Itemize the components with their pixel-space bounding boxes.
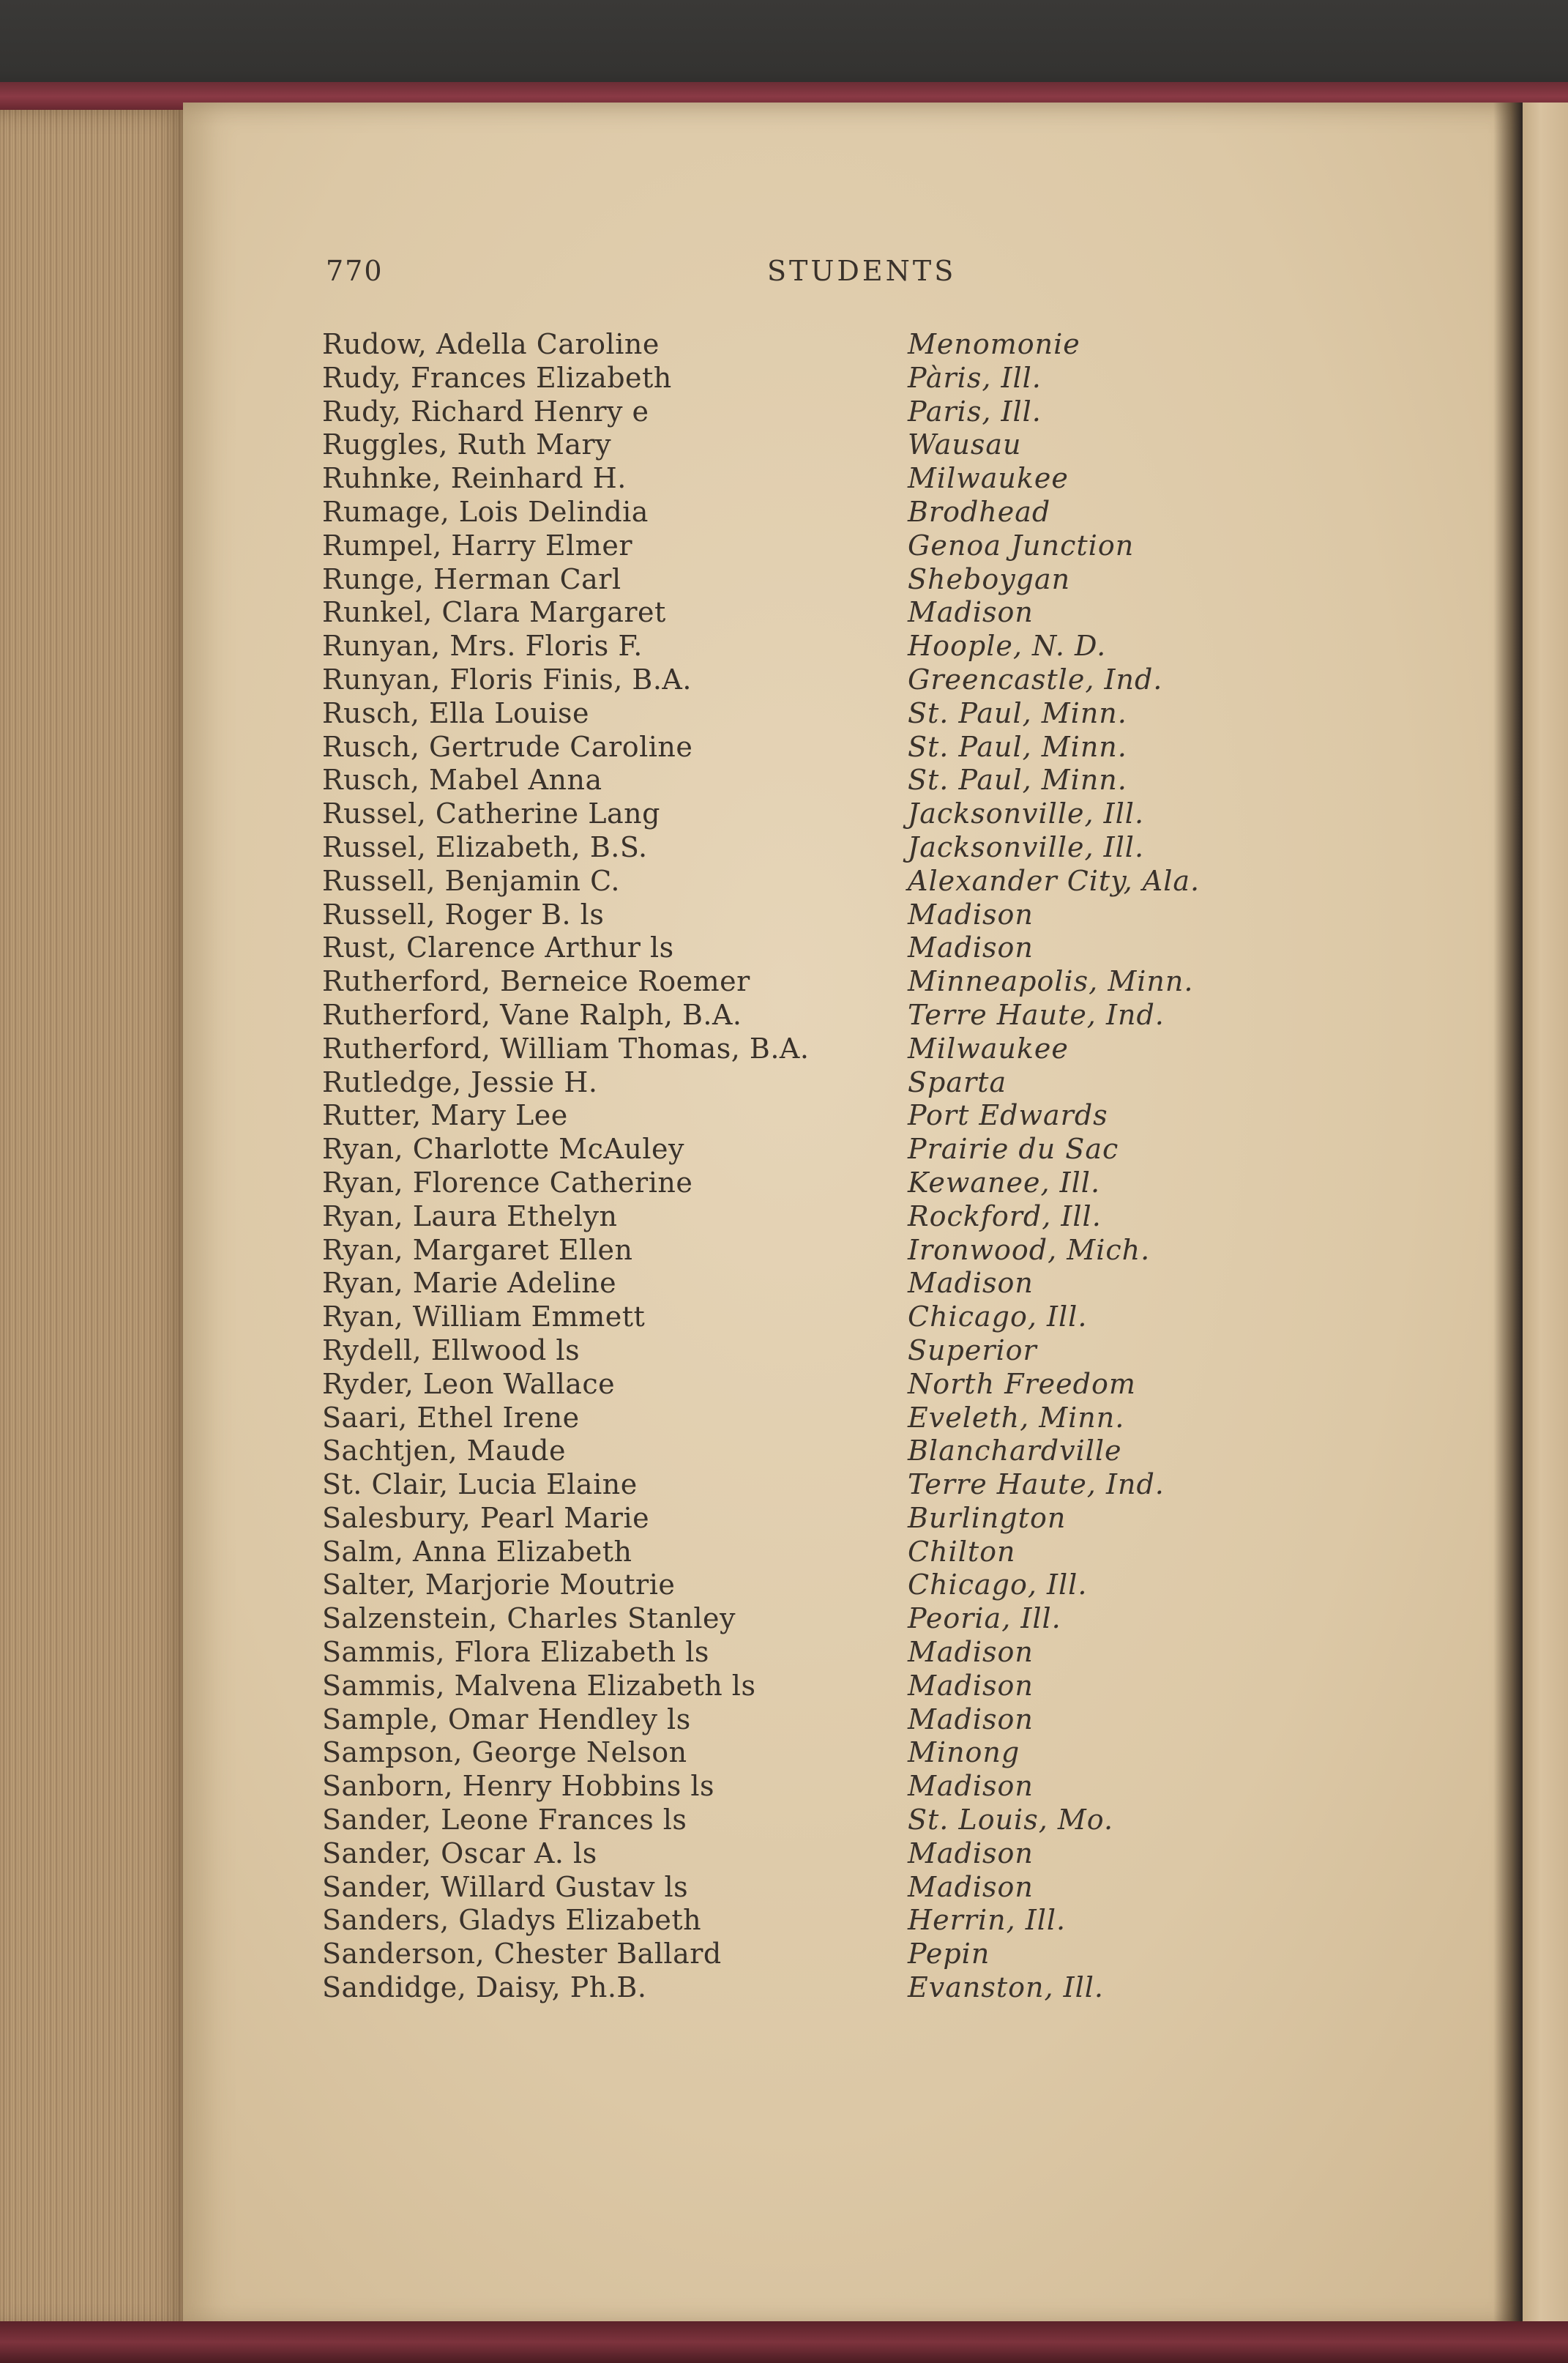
student-hometown: Rockford, Ill. bbox=[908, 1199, 1102, 1232]
student-hometown: Jacksonville, Ill. bbox=[908, 830, 1145, 863]
page-number: 770 bbox=[326, 255, 384, 287]
list-item bbox=[322, 1736, 1420, 1770]
student-hometown: Chicago, Ill. bbox=[908, 1568, 1088, 1601]
list-item bbox=[322, 931, 1420, 965]
student-name: Runge, Herman Carl bbox=[322, 562, 621, 595]
student-name: Rusch, Gertrude Caroline bbox=[322, 730, 693, 763]
book-gutter bbox=[1493, 103, 1523, 2329]
student-name: Rumage, Lois Delindia bbox=[322, 495, 649, 528]
student-name: Rutherford, Vane Ralph, B.A. bbox=[322, 998, 742, 1031]
list-item bbox=[322, 1871, 1420, 1905]
student-name: Rutherford, Berneice Roemer bbox=[322, 965, 750, 998]
student-hometown: Terre Haute, Ind. bbox=[908, 1468, 1165, 1501]
list-item bbox=[322, 1334, 1420, 1368]
list-item bbox=[322, 563, 1420, 597]
student-name: Rudy, Frances Elizabeth bbox=[322, 361, 672, 394]
student-hometown: Chicago, Ill. bbox=[908, 1300, 1088, 1333]
student-name: Runkel, Clara Margaret bbox=[322, 596, 666, 629]
student-hometown: Genoa Junction bbox=[908, 529, 1135, 562]
student-name: Salesbury, Pearl Marie bbox=[322, 1501, 650, 1534]
list-item bbox=[322, 496, 1420, 529]
student-name: Ryan, Charlotte McAuley bbox=[322, 1133, 684, 1166]
student-name: Salter, Marjorie Moutrie bbox=[322, 1568, 676, 1601]
student-hometown: Port Edwards bbox=[908, 1099, 1108, 1132]
list-item bbox=[322, 1434, 1420, 1468]
student-name: Salzenstein, Charles Stanley bbox=[322, 1602, 736, 1635]
student-name: Rudow, Adella Caroline bbox=[322, 328, 660, 360]
student-hometown: Madison bbox=[908, 1870, 1034, 1903]
student-hometown: Brodhead bbox=[908, 495, 1051, 528]
list-item bbox=[322, 362, 1420, 395]
student-name: Ryan, Laura Ethelyn bbox=[322, 1199, 618, 1232]
list-item bbox=[322, 1502, 1420, 1536]
student-hometown: Terre Haute, Ind. bbox=[908, 998, 1165, 1031]
list-item bbox=[322, 1368, 1420, 1402]
student-name: Russel, Elizabeth, B.S. bbox=[322, 830, 648, 863]
student-name: Ruhnke, Reinhard H. bbox=[322, 462, 627, 495]
student-hometown: Evanston, Ill. bbox=[908, 1971, 1105, 2004]
list-item bbox=[322, 697, 1420, 731]
list-item bbox=[322, 1837, 1420, 1871]
student-hometown: Madison bbox=[908, 1837, 1034, 1869]
student-name: Ryan, Marie Adeline bbox=[322, 1267, 617, 1300]
list-item bbox=[322, 428, 1420, 462]
student-hometown: Minong bbox=[908, 1736, 1020, 1769]
student-list bbox=[322, 328, 1420, 2005]
student-hometown: Jacksonville, Ill. bbox=[908, 797, 1145, 830]
student-hometown: Minneapolis, Minn. bbox=[908, 965, 1194, 998]
student-name: Sandidge, Daisy, Ph.B. bbox=[322, 1971, 647, 2004]
list-item bbox=[322, 1703, 1420, 1737]
student-name: Rutledge, Jessie H. bbox=[322, 1065, 598, 1098]
list-item bbox=[322, 1804, 1420, 1837]
student-name: Rutter, Mary Lee bbox=[322, 1099, 568, 1132]
student-name: Rudy, Richard Henry e bbox=[322, 395, 649, 428]
student-hometown: Peoria, Ill. bbox=[908, 1602, 1061, 1635]
student-name: Sanborn, Henry Hobbins ls bbox=[322, 1770, 715, 1803]
student-name: Rusch, Mabel Anna bbox=[322, 764, 602, 797]
list-item bbox=[322, 831, 1420, 865]
list-item bbox=[322, 865, 1420, 898]
list-item bbox=[322, 1300, 1420, 1334]
student-hometown: Ironwood, Mich. bbox=[908, 1233, 1151, 1266]
facing-page-edge bbox=[1523, 103, 1568, 2329]
list-item bbox=[322, 1602, 1420, 1636]
list-item bbox=[322, 1770, 1420, 1804]
student-name: St. Clair, Lucia Elaine bbox=[322, 1468, 638, 1501]
student-hometown: Madison bbox=[908, 898, 1034, 931]
list-item bbox=[322, 1536, 1420, 1569]
student-hometown: Milwaukee bbox=[908, 1032, 1069, 1065]
student-name: Russel, Catherine Lang bbox=[322, 797, 660, 830]
student-hometown: Hoople, N. D. bbox=[908, 630, 1107, 663]
student-name: Salm, Anna Elizabeth bbox=[322, 1535, 632, 1568]
student-hometown: St. Louis, Mo. bbox=[908, 1804, 1114, 1837]
student-name: Ryan, Margaret Ellen bbox=[322, 1233, 633, 1266]
student-name: Rutherford, William Thomas, B.A. bbox=[322, 1032, 810, 1065]
student-name: Sander, Willard Gustav ls bbox=[322, 1870, 689, 1903]
student-hometown: Menomonie bbox=[908, 328, 1080, 360]
list-item bbox=[322, 1166, 1420, 1200]
student-name: Ruggles, Ruth Mary bbox=[322, 428, 612, 461]
page-edges bbox=[0, 110, 190, 2329]
student-name: Sander, Leone Frances ls bbox=[322, 1804, 687, 1837]
list-item bbox=[322, 1468, 1420, 1502]
student-hometown: St. Paul, Minn. bbox=[908, 730, 1127, 763]
student-name: Ryan, Florence Catherine bbox=[322, 1166, 693, 1199]
student-name: Sammis, Flora Elizabeth ls bbox=[322, 1636, 709, 1669]
running-head: STUDENTS bbox=[767, 255, 957, 287]
student-name: Sander, Oscar A. ls bbox=[322, 1837, 597, 1869]
list-item bbox=[322, 898, 1420, 932]
student-hometown: Madison bbox=[908, 596, 1034, 629]
student-name: Rusch, Ella Louise bbox=[322, 696, 590, 729]
student-name: Sammis, Malvena Elizabeth ls bbox=[322, 1669, 756, 1702]
list-item bbox=[322, 1670, 1420, 1703]
list-item bbox=[322, 797, 1420, 831]
student-hometown: Prairie du Sac bbox=[908, 1133, 1119, 1166]
student-name: Rust, Clarence Arthur ls bbox=[322, 931, 674, 964]
list-item bbox=[322, 1971, 1420, 2005]
student-hometown: Superior bbox=[908, 1333, 1037, 1366]
student-name: Sanderson, Chester Ballard bbox=[322, 1938, 722, 1971]
list-item bbox=[322, 1938, 1420, 1971]
student-hometown: Herrin, Ill. bbox=[908, 1904, 1067, 1937]
list-item bbox=[322, 1267, 1420, 1300]
student-hometown: Madison bbox=[908, 1636, 1034, 1669]
student-hometown: Greencastle, Ind. bbox=[908, 663, 1163, 696]
student-name: Sanders, Gladys Elizabeth bbox=[322, 1904, 702, 1937]
student-name: Sampson, George Nelson bbox=[322, 1736, 687, 1769]
list-item bbox=[322, 764, 1420, 797]
student-hometown: Sparta bbox=[908, 1065, 1007, 1098]
student-hometown: Milwaukee bbox=[908, 462, 1069, 495]
student-name: Runyan, Mrs. Floris F. bbox=[322, 630, 643, 663]
student-name: Ryan, William Emmett bbox=[322, 1300, 646, 1333]
list-item bbox=[322, 965, 1420, 999]
list-item bbox=[322, 1234, 1420, 1268]
student-name: Ryder, Leon Wallace bbox=[322, 1367, 616, 1400]
list-item bbox=[322, 1032, 1420, 1066]
background bbox=[0, 0, 1568, 88]
student-hometown: Wausau bbox=[908, 428, 1022, 461]
student-name: Rydell, Ellwood ls bbox=[322, 1333, 580, 1366]
student-hometown: Madison bbox=[908, 1770, 1034, 1803]
list-item bbox=[322, 1099, 1420, 1133]
list-item bbox=[322, 462, 1420, 496]
student-name: Saari, Ethel Irene bbox=[322, 1401, 580, 1434]
student-hometown: Madison bbox=[908, 1703, 1034, 1735]
student-hometown: St. Paul, Minn. bbox=[908, 696, 1127, 729]
student-hometown: Chilton bbox=[908, 1535, 1016, 1568]
student-hometown: Burlington bbox=[908, 1501, 1067, 1534]
list-item bbox=[322, 1568, 1420, 1602]
list-item bbox=[322, 663, 1420, 697]
student-name: Sample, Omar Hendley ls bbox=[322, 1703, 691, 1735]
list-item bbox=[322, 1066, 1420, 1100]
student-hometown: Madison bbox=[908, 1267, 1034, 1300]
list-item bbox=[322, 1402, 1420, 1435]
student-hometown: Madison bbox=[908, 931, 1034, 964]
list-item bbox=[322, 395, 1420, 429]
list-item bbox=[322, 731, 1420, 764]
list-item bbox=[322, 630, 1420, 663]
student-name: Rumpel, Harry Elmer bbox=[322, 529, 632, 562]
student-hometown: Paris, Ill. bbox=[908, 395, 1042, 428]
student-hometown: Pàris, Ill. bbox=[908, 361, 1042, 394]
list-item bbox=[322, 1200, 1420, 1234]
student-name: Russell, Roger B. ls bbox=[322, 898, 605, 931]
student-hometown: Kewanee, Ill. bbox=[908, 1166, 1101, 1199]
student-hometown: Eveleth, Minn. bbox=[908, 1401, 1125, 1434]
book-cover-bottom-edge bbox=[0, 2321, 1568, 2363]
list-item bbox=[322, 1904, 1420, 1938]
student-hometown: Pepin bbox=[908, 1938, 990, 1971]
student-hometown: Madison bbox=[908, 1669, 1034, 1702]
student-name: Russell, Benjamin C. bbox=[322, 864, 620, 897]
list-item bbox=[322, 1636, 1420, 1670]
list-item bbox=[322, 999, 1420, 1032]
student-hometown: St. Paul, Minn. bbox=[908, 764, 1127, 797]
list-item bbox=[322, 529, 1420, 563]
student-hometown: North Freedom bbox=[908, 1367, 1136, 1400]
student-hometown: Alexander City, Ala. bbox=[908, 864, 1201, 897]
student-name: Sachtjen, Maude bbox=[322, 1434, 566, 1467]
list-item bbox=[322, 596, 1420, 630]
student-hometown: Blanchardville bbox=[908, 1434, 1122, 1467]
student-name: Runyan, Floris Finis, B.A. bbox=[322, 663, 692, 696]
list-item bbox=[322, 328, 1420, 362]
list-item bbox=[322, 1133, 1420, 1166]
student-hometown: Sheboygan bbox=[908, 562, 1071, 595]
